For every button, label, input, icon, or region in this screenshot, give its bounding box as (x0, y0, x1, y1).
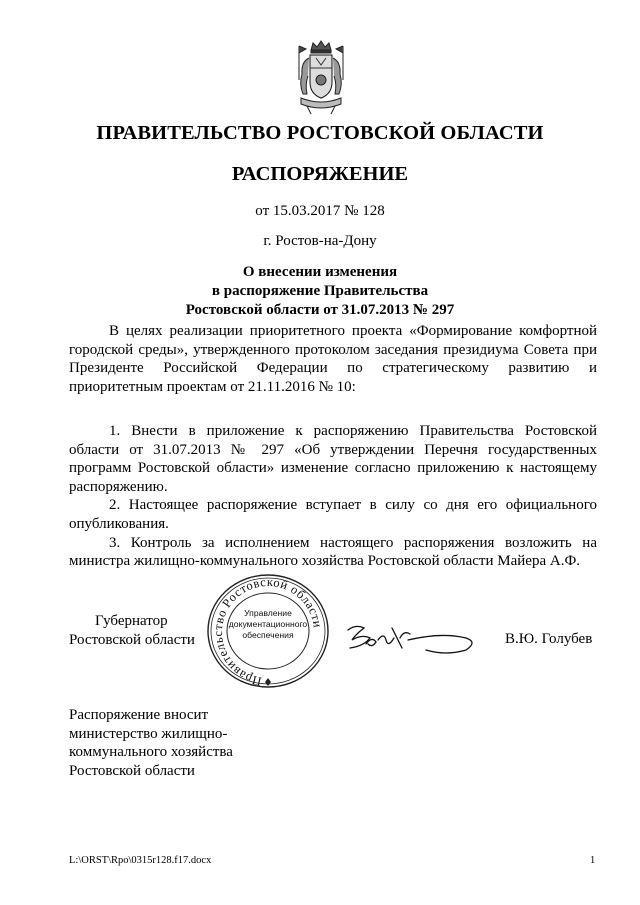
items-list (69, 422, 597, 571)
handwritten-signature (342, 620, 482, 660)
footer-file-path: L:\ORST\Rpo\0315r128.f17.docx (69, 855, 212, 866)
list-item: 2. Настоящее распоряжение вступает в силу со дня его официального опубликования. (69, 497, 597, 532)
coat-of-arms-icon (293, 40, 349, 116)
subject-heading (0, 263, 640, 320)
stamp-inner-line: обеспечения (242, 630, 294, 640)
subject-line: Ростовской области от 31.07.2013 № 297 (185, 302, 455, 318)
footer-page-number: 1 (590, 855, 596, 866)
list-item: 1. Внести в приложение к распоряжению Правительства Ростовской области от 31.07.2013 № 297 «Об утверждении Перечня государственных программ Ростовской области» изменение согласно приложению к настоящему распоряжению. (69, 423, 597, 495)
subject-line: О внесении изменения (242, 264, 398, 280)
stamp-ring-text: Правительство Ростовской области (210, 574, 325, 689)
date-number-line: от 15.03.2017 № 128 (255, 203, 385, 219)
stamp-inner-line: документационного (228, 619, 308, 629)
signatory-region: Ростовской области (69, 632, 195, 648)
issuer-line: Распоряжение вносит (69, 707, 209, 723)
stamp-inner-line: Управление (244, 608, 292, 618)
preamble-text: В целях реализации приоритетного проекта «Формирование комфортной городской среды», утвержденного протоколом заседания президиума Совета при Президенте Российской Федерации по стратегическому развитию и приоритетным проектам от 21.11.2016 № 10: (69, 323, 597, 395)
issuer-line: Ростовской области (69, 763, 195, 780)
official-stamp (203, 570, 333, 692)
signatory-position: Губернатор (95, 613, 168, 629)
issuer-line: коммунального хозяйства (69, 744, 233, 761)
preamble-paragraph (69, 322, 597, 396)
city-line: г. Ростов-на-Дону (263, 233, 377, 249)
issuer-line: министерство жилищно- (69, 725, 228, 742)
organization-title: ПРАВИТЕЛЬСТВО РОСТОВСКОЙ ОБЛАСТИ (96, 122, 544, 144)
issuer-note (69, 706, 233, 781)
stamp-inner-text (227, 608, 309, 641)
document-type-heading: РАСПОРЯЖЕНИЕ (231, 163, 409, 185)
signatory-name: В.Ю. Голубев (505, 631, 593, 647)
list-item: 3. Контроль за исполнением настоящего распоряжения возложить на министра жилищно-коммунального хозяйства Ростовской области Майера А.Ф. (69, 534, 597, 570)
subject-line: в распоряжение Правительства (211, 283, 429, 299)
